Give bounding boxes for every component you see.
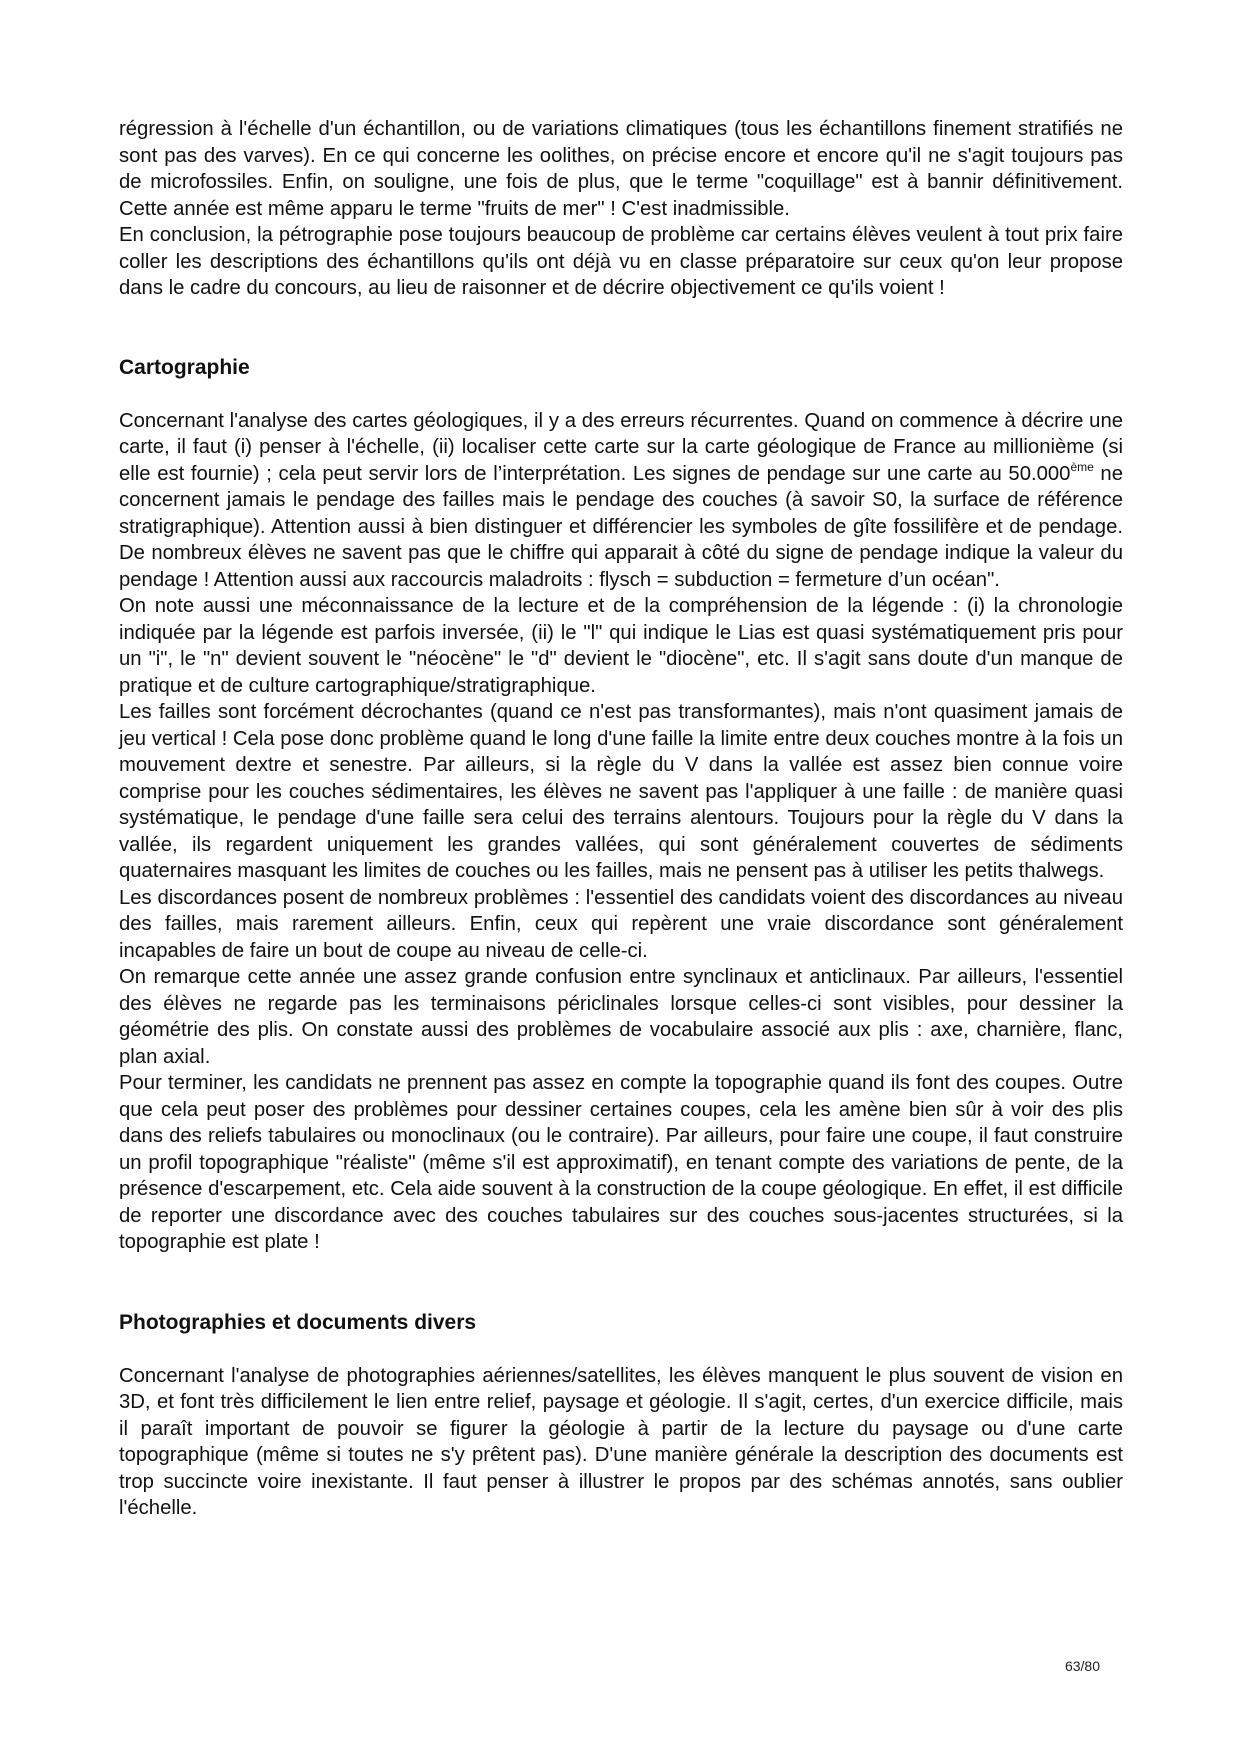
- intro-paragraph-2: En conclusion, la pétrographie pose toujours beaucoup de problème car certains élèves veulent à tout prix faire coller les descriptions des échantillons qu'ils ont déjà vu en classe préparatoire sur ceux qu'on leur propose dans le cadre du concours, au lieu de raisonner et de décrire objectivement ce qu'ils voient !: [119, 224, 1123, 299]
- cartographie-paragraph-5: On remarque cette année une assez grande confusion entre synclinaux et anticlinaux. Par ailleurs, l'essentiel des élèves ne regarde pas les terminaisons périclinales lorsque celles-ci sont visibles, pour dessiner la géométrie des plis. On constate aussi des problèmes de vocabulaire associé aux plis : axe, charnière, flanc, plan axial.: [119, 966, 1123, 1068]
- superscript-ordinal: ème: [1070, 459, 1094, 474]
- cartographie-paragraph-1: [119, 408, 1123, 594]
- section-heading-cartographie: Cartographie: [119, 355, 250, 379]
- cartographie-paragraph-4: Les discordances posent de nombreux problèmes : l'essentiel des candidats voient des discordances au niveau des failles, mais rarement ailleurs. Enfin, ceux qui repèrent une vraie discordance sont généralement incapables de faire un bout de coupe au niveau de celle-ci.: [119, 886, 1123, 962]
- page-number: 63/80: [1064, 1658, 1100, 1674]
- intro-paragraph-1: régression à l'échelle d'un échantillon, ou de variations climatiques (tous les échantillons finement stratifiés ne sont pas des varves). En ce qui concerne les oolithes, on précise encore et encore qu'il ne s'agit toujours pas de microfossiles. Enfin, on souligne, une fois de plus, que le terme "coquillage" est à bannir définitivement. Cette année est même apparu le terme "fruits de mer" ! C'est inadmissible.: [119, 118, 1123, 220]
- cartographie-p1-text-a: Concernant l'analyse des cartes géologiques, il y a des erreurs récurrentes. Quand on commence à décrire une carte, il faut (i) penser à l'échelle, (ii) localiser cette carte sur la carte géologique de France au millionième (si elle est fournie) ; cela peut servir lors de l’interprétation. Les signes de pendage sur une carte au 50.000: [119, 409, 1123, 485]
- section-heading-photographies: Photographies et documents divers: [119, 1310, 477, 1334]
- cartographie-paragraph-2: On note aussi une méconnaissance de la lecture et de la compréhension de la légende : (i) la chronologie indiquée par la légende est parfois inversée, (ii) le "l" qui indique le Lias est quasi systématiquement pris pour un "i", le "n" devient souvent le "néocène" le "d" devient le "diocène", etc. Il s'agit sans doute d'un manque de pratique et de culture cartographique/stratigraphique.: [119, 595, 1123, 697]
- cartographie-p1-text-b: ne concernent jamais le pendage des failles mais le pendage des couches (à savoir S0, la surface de référence stratigraphique). Attention aussi à bien distinguer et différencier les symboles de gîte fossilifère et de pendage. De nombreux élèves ne savent pas que le chiffre qui apparait à côté du signe de pendage indique la valeur du pendage ! Attention aussi aux raccourcis maladroits : flysch = subduction = fermeture d’un océan".: [119, 462, 1123, 591]
- cartographie-paragraph-6: Pour terminer, les candidats ne prennent pas assez en compte la topographie quand ils font des coupes. Outre que cela peut poser des problèmes pour dessiner certaines coupes, cela les amène bien sûr à voir des plis dans des reliefs tabulaires ou monoclinaux (ou le contraire). Par ailleurs, pour faire une coupe, il faut construire un profil topographique "réaliste" (même s'il est approximatif), en tenant compte des variations de pente, de la présence d'escarpement, etc. Cela aide souvent à la construction de la coupe géologique. En effet, il est difficile de reporter une discordance avec des couches tabulaires sur des couches sous-jacentes structurées, si la topographie est plate !: [119, 1072, 1123, 1253]
- document-body: [119, 116, 1123, 1522]
- photographies-paragraph-1: Concernant l'analyse de photographies aériennes/satellites, les élèves manquent le plus souvent de vision en 3D, et font très difficilement le lien entre relief, paysage et géologie. Il s'agit, certes, d'un exercice difficile, mais il paraît important de pouvoir se figurer la géologie à partir de la lecture du paysage ou d'une carte topographique (même si toutes ne s'y prêtent pas). D'une manière générale la description des documents est trop succincte voire inexistante. Il faut penser à illustrer le propos par des schémas annotés, sans oublier l'échelle.: [119, 1364, 1123, 1519]
- cartographie-paragraph-3: Les failles sont forcément décrochantes (quand ce n'est pas transformantes), mais n'ont quasiment jamais de jeu vertical ! Cela pose donc problème quand le long d'une faille la limite entre deux couches montre à la fois un mouvement dextre et senestre. Par ailleurs, si la règle du V dans la vallée est assez bien connue voire comprise pour les couches sédimentaires, les élèves ne savent pas l'appliquer à une faille : de manière quasi systématique, le pendage d'une faille sera celui des terrains alentours. Toujours pour la règle du V dans la vallée, ils regardent uniquement les grandes vallées, qui sont généralement couvertes de sédiments quaternaires masquant les limites de couches ou les failles, mais ne pensent pas à utiliser les petits thalwegs.: [119, 701, 1123, 882]
